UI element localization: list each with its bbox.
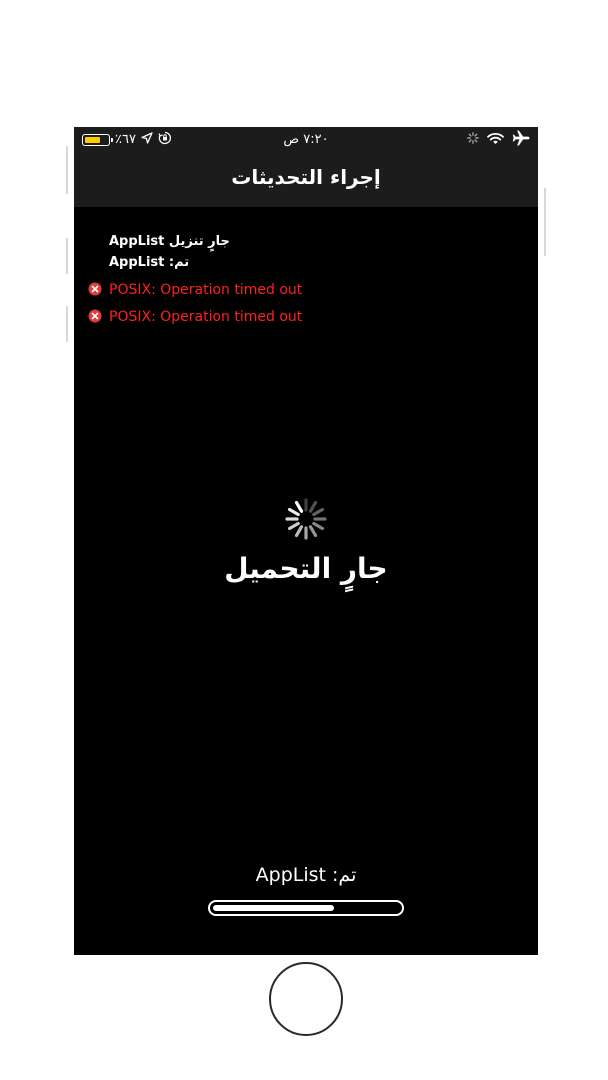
error-message: POSIX: Operation timed out [109,282,303,298]
airplane-icon [512,130,530,150]
error-line [88,281,302,299]
side-button-volume-up [66,238,68,274]
log-line-downloading: AppList جارٍ تنزيل [109,234,230,249]
navigation-bar [74,127,538,207]
status-bar [74,127,538,153]
activity-spinner-icon [467,132,479,148]
side-button-silent [66,146,68,194]
error-icon [88,281,102,300]
loading-label: جارٍ التحميل [224,552,388,585]
battery-percent: ٪٦٧ [115,132,136,147]
spinner-spoke [297,503,302,512]
spinner-spoke [290,524,299,529]
activity-spinner-icon [284,497,328,541]
spinner-spoke [297,527,302,536]
progress-bar [208,900,404,916]
error-line [88,308,302,326]
spinner-spoke [314,524,323,529]
home-button[interactable] [269,962,343,1036]
spinner-spoke [311,527,316,536]
progress-label: AppList :تم [255,864,357,886]
spinner-spoke [290,510,299,515]
spinner-spoke [311,503,316,512]
side-button-volume-down [66,306,68,342]
progress-bar-fill [213,905,334,911]
page-title: إجراء التحديثات [231,165,381,189]
error-icon [88,308,102,327]
phone-screen [74,127,538,955]
status-time: ٧:٢٠ ص [283,132,329,147]
spinner-spoke [314,510,323,515]
status-right [467,131,530,149]
side-button-power [544,188,546,256]
log-line-done: AppList :تم [109,255,190,270]
error-message: POSIX: Operation timed out [109,309,303,325]
wifi-icon [487,132,504,149]
